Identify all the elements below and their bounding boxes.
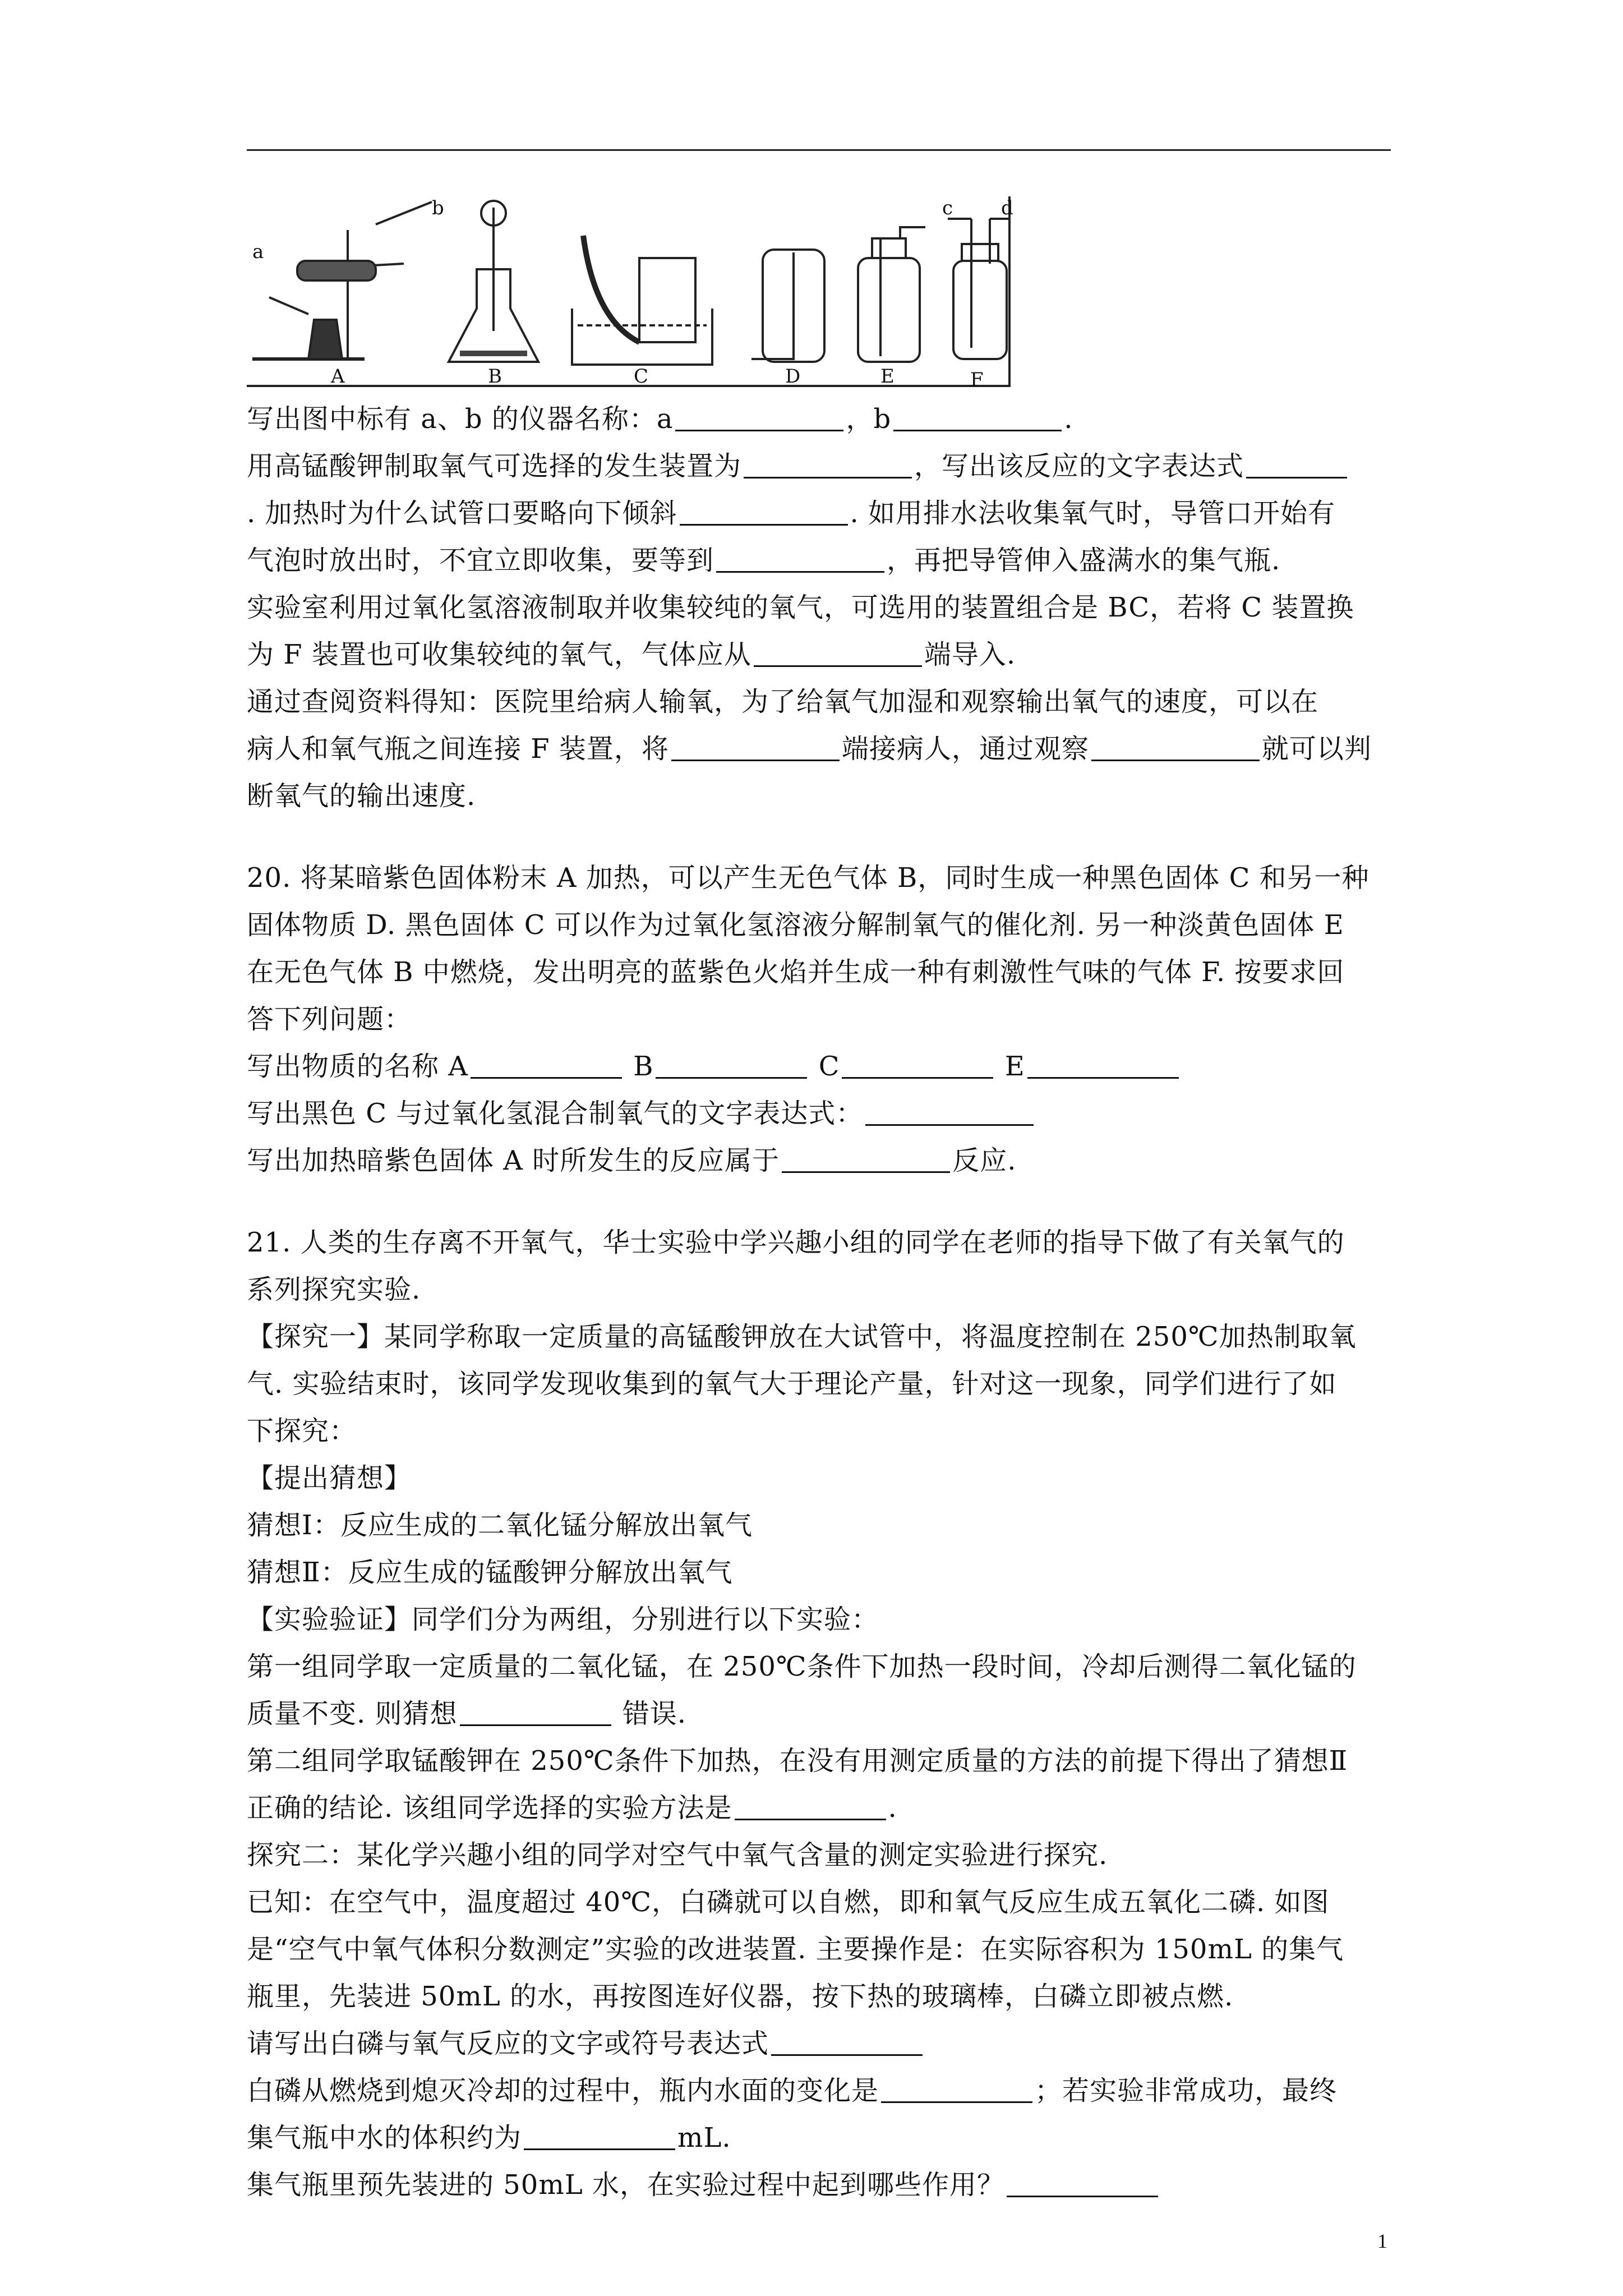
answer-blank[interactable]	[735, 1794, 886, 1820]
q21-line-2: 系列探究实验.	[247, 1274, 421, 1305]
q20-line-7: 写出加热暗紫色固体 A 时所发生的反应属于 反应.	[247, 1145, 1017, 1176]
answer-blank[interactable]	[1246, 452, 1347, 478]
q19-line-8: 病人和氧气瓶之间连接 F 装置，将 端接病人，通过观察 就可以判	[247, 733, 1372, 765]
label-F: F	[970, 369, 984, 391]
q21-line-1: 21. 人类的生存离不开氧气，华士实验中学兴趣小组的同学在老师的指导下做了有关氧气的	[247, 1227, 1345, 1258]
q21-line-17: 瓶里，先装进 50mL 的水，再按图连好仪器，按下热的玻璃棒，白磷立即被点燃.	[247, 1981, 1234, 2012]
q20-line-2: 固体物质 D. 黑色固体 C 可以作为过氧化氢溶液分解制氧气的催化剂. 另一种淡黄色固体 E	[247, 909, 1344, 941]
answer-blank[interactable]	[1007, 2171, 1158, 2197]
q19-line-2: 用高锰酸钾制取氧气可选择的发生装置为 ，写出该反应的文字表达式	[247, 443, 1391, 490]
label-D: D	[785, 365, 801, 388]
label-B: B	[488, 365, 502, 388]
label-A: A	[331, 365, 345, 388]
q21-line-9: 【实验验证】同学们分为两组，分别进行以下实验：	[247, 1604, 879, 1635]
answer-blank[interactable]	[1091, 735, 1260, 761]
q21-line-14: 探究二：某化学兴趣小组的同学对空气中氧气含量的测定实验进行探究.	[247, 1839, 1108, 1871]
q20-line-1: 20. 将某暗紫色固体粉末 A 加热，可以产生无色气体 B，同时生成一种黑色固体 C 和另一种	[247, 862, 1370, 894]
q20-line-4: 答下列问题：	[247, 1004, 412, 1035]
q21-line-18: 请写出白磷与氧气反应的文字或符号表达式	[247, 2020, 1391, 2067]
q21-line-19: 白磷从燃烧到熄灭冷却的过程中，瓶内水面的变化是 ；若实验非常成功，最终	[247, 2075, 1338, 2106]
answer-blank[interactable]	[881, 2077, 1032, 2103]
q21-line-21: 集气瓶里预先装进的 50mL 水，在实验过程中起到哪些作用？	[247, 2161, 1391, 2208]
q19-line-4: 气泡时放出时，不宜立即收集，要等到 ，再把导管伸入盛满水的集气瓶.	[247, 545, 1281, 576]
q21-line-6: 【提出猜想】	[247, 1462, 412, 1494]
answer-blank[interactable]	[754, 641, 922, 667]
answer-blank[interactable]	[680, 499, 848, 526]
answer-blank[interactable]	[865, 1099, 1034, 1126]
answer-blank[interactable]	[524, 2124, 675, 2150]
q21-line-3: 【探究一】某同学称取一定质量的高锰酸钾放在大试管中，将温度控制在 250℃加热制取氧	[247, 1321, 1357, 1352]
q21-line-15: 已知：在空气中，温度超过 40℃，白磷就可以自燃，即和氧气反应生成五氧化二磷. 如图	[247, 1887, 1330, 1918]
label-a: a	[252, 241, 264, 263]
label-E: E	[880, 365, 895, 388]
label-c: c	[942, 197, 953, 219]
answer-blank[interactable]	[744, 452, 912, 478]
q21-line-4: 气. 实验结束时，该同学发现收集到的氧气大于理论产量，针对这一现象，同学们进行了如	[247, 1368, 1337, 1400]
answer-blank[interactable]	[675, 405, 843, 431]
q21-line-16: 是“空气中氧气体积分数测定”实验的改进装置. 主要操作是：在实际容积为 150mL 的集气	[247, 1934, 1344, 1965]
label-C: C	[634, 365, 649, 388]
label-b: b	[432, 197, 444, 219]
q20-line-5: 写出物质的名称 A B C E	[247, 1043, 1391, 1090]
q21-line-20: 集气瓶中水的体积约为 mL.	[247, 2122, 731, 2154]
q19-line-6: 为 F 装置也可收集较纯的氧气，气体应从 端导入.	[247, 639, 1016, 670]
q19-line-9: 断氧气的输出速度.	[247, 780, 476, 812]
apparatus-figure	[247, 196, 1015, 393]
q21-line-7: 猜想Ⅰ：反应生成的二氧化锰分解放出氧气	[247, 1510, 753, 1541]
q21-line-13: 正确的结论. 该组同学选择的实验方法是 .	[247, 1792, 897, 1824]
q19-line-3: . 加热时为什么试管口要略向下倾斜 . 如用排水法收集氧气时，导管口开始有	[247, 498, 1336, 529]
answer-blank[interactable]	[656, 1052, 807, 1079]
q20-line-6: 写出黑色 C 与过氧化氢混合制氧气的文字表达式：	[247, 1090, 1391, 1137]
question-text	[247, 395, 1391, 2208]
answer-blank[interactable]	[1027, 1052, 1179, 1079]
answer-blank[interactable]	[782, 1147, 950, 1173]
q19-line-7: 通过查阅资料得知：医院里给病人输氧，为了给氧气加湿和观察输出氧气的速度，可以在	[247, 686, 1319, 717]
q21-line-11: 质量不变. 则猜想 错误.	[247, 1698, 687, 1729]
answer-blank[interactable]	[771, 2030, 923, 2056]
q20-line-3: 在无色气体 B 中燃烧，发出明亮的蓝紫色火焰并生成一种有刺激性气味的气体 F. 按要求回	[247, 956, 1345, 988]
q21-line-10: 第一组同学取一定质量的二氧化锰，在 250℃条件下加热一段时间，冷却后测得二氧化锰的	[247, 1651, 1357, 1682]
label-d: d	[1001, 197, 1013, 219]
apparatus-diagram	[247, 196, 1015, 393]
answer-blank[interactable]	[893, 405, 1062, 431]
q19-line-1: 写出图中标有 a、b 的仪器名称：a ，b .	[247, 403, 1073, 435]
answer-blank[interactable]	[716, 546, 884, 573]
answer-blank[interactable]	[460, 1700, 611, 1726]
page-number: 1	[1377, 2230, 1387, 2252]
answer-blank[interactable]	[471, 1052, 622, 1079]
q21-line-5: 下探究：	[247, 1415, 357, 1447]
answer-blank[interactable]	[842, 1052, 993, 1079]
answer-blank[interactable]	[671, 735, 840, 761]
header-rule	[247, 149, 1391, 151]
q21-line-12: 第二组同学取锰酸钾在 250℃条件下加热，在没有用测定质量的方法的前提下得出了猜想Ⅱ	[247, 1745, 1348, 1777]
q21-line-8: 猜想Ⅱ：反应生成的锰酸钾分解放出氧气	[247, 1557, 733, 1588]
q19-line-5: 实验室利用过氧化氢溶液制取并收集较纯的氧气，可选用的装置组合是 BC，若将 C 装置换	[247, 592, 1354, 623]
